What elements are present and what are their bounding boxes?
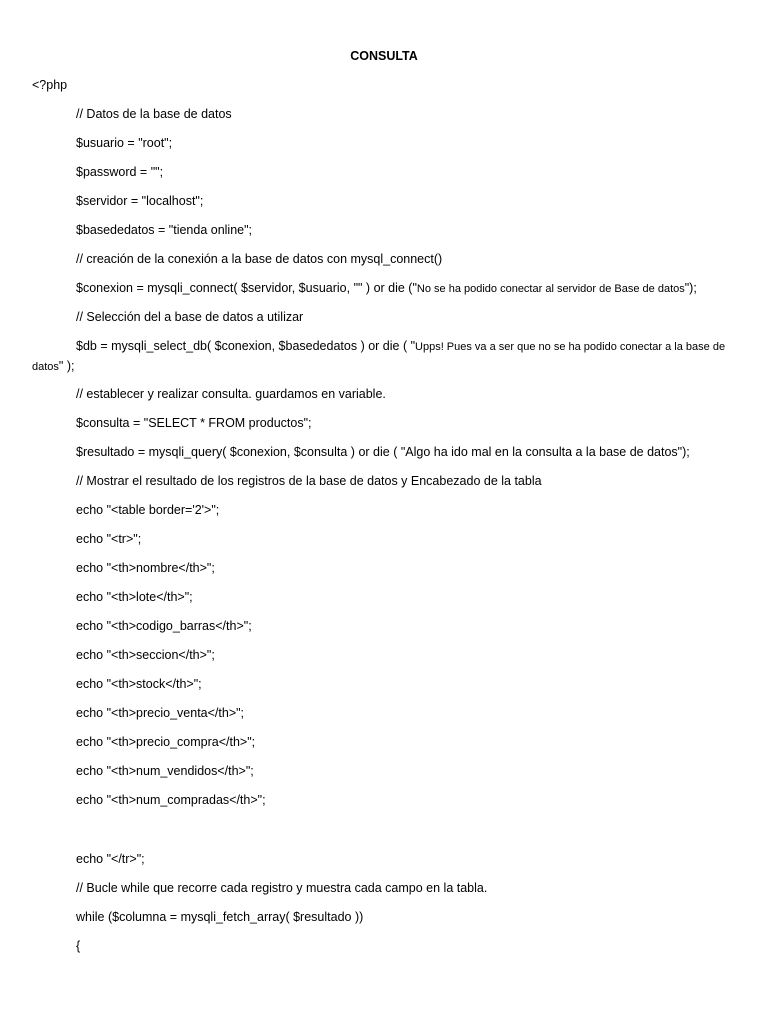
- code-line-resultado: $resultado = mysqli_query( $conexion, $consulta ) or die ( "Algo ha ido mal en la consulta a la base de datos");: [76, 445, 690, 459]
- code-line-while: while ($columna = mysqli_fetch_array( $resultado )): [76, 910, 364, 924]
- code-comment-table-header: // Mostrar el resultado de los registros de la base de datos y Encabezado de la tabla: [76, 474, 542, 488]
- code-comment-query: // establecer y realizar consulta. guardamos en variable.: [76, 387, 386, 401]
- code-line-conexion: [76, 280, 697, 297]
- code-line-echo-th-lote: echo "<th>lote</th>";: [76, 590, 193, 604]
- code-segment: $db = mysqli_select_db( $conexion, $basededatos ) or die ( ": [76, 339, 416, 353]
- code-line-echo-th-stock: echo "<th>stock</th>";: [76, 677, 202, 691]
- code-line-echo-th-precio-compra: echo "<th>precio_compra</th>";: [76, 735, 256, 749]
- code-line-password: $password = "";: [76, 165, 164, 179]
- code-line-echo-th-nombre: echo "<th>nombre</th>";: [76, 561, 215, 575]
- code-line-echo-th-codigo-barras: echo "<th>codigo_barras</th>";: [76, 619, 252, 633]
- code-segment: $conexion = mysqli_connect( $servidor, $usuario, "" ) or die (": [76, 281, 417, 295]
- code-error-message: Upps! Pues va a ser que no se ha podido conectar a la base de datos: [32, 341, 726, 373]
- code-line-consulta: $consulta = "SELECT * FROM productos";: [76, 416, 312, 430]
- code-line-echo-table: echo "<table border='2'>";: [76, 503, 220, 517]
- code-line-usuario: $usuario = "root";: [76, 136, 173, 150]
- code-line-echo-th-seccion: echo "<th>seccion</th>";: [76, 648, 215, 662]
- code-segment: ");: [684, 281, 697, 295]
- code-line-servidor: $servidor = "localhost";: [76, 194, 204, 208]
- code-error-message: No se ha podido conectar al servidor de Base de datos: [416, 283, 685, 295]
- code-line-echo-th-num-vendidos: echo "<th>num_vendidos</th>";: [76, 764, 254, 778]
- code-line-db-select: [32, 337, 744, 377]
- code-line-echo-th-precio-venta: echo "<th>precio_venta</th>";: [76, 706, 245, 720]
- code-comment-connection: // creación de la conexión a la base de datos con mysql_connect(): [76, 252, 443, 266]
- code-line-echo-tr-open: echo "<tr>";: [76, 532, 142, 546]
- code-line-echo-th-num-compradas: echo "<th>num_compradas</th>";: [76, 793, 266, 807]
- code-comment-while-loop: // Bucle while que recorre cada registro y muestra cada campo en la tabla.: [76, 881, 488, 895]
- code-line-basededatos: $basededatos = "tienda online";: [76, 223, 253, 237]
- code-line-echo-tr-close: echo "</tr>";: [76, 852, 145, 866]
- code-segment: " );: [58, 359, 75, 373]
- document-title: CONSULTA: [350, 49, 418, 63]
- code-line-php-open: <?php: [32, 78, 68, 92]
- code-comment-db-data: // Datos de la base de datos: [76, 107, 232, 121]
- code-comment-db-select: // Selección del a base de datos a utilizar: [76, 310, 304, 324]
- code-line-open-brace: {: [76, 939, 81, 953]
